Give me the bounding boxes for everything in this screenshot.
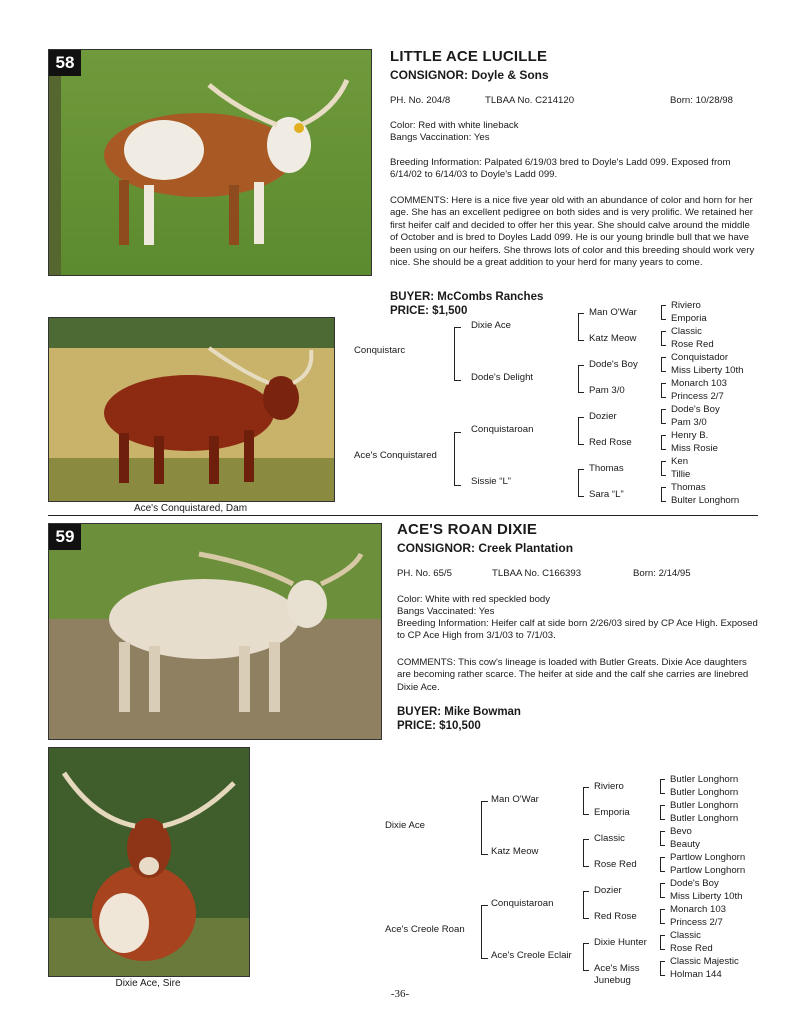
- pedigree-g3: Dozier: [589, 411, 617, 422]
- pedigree-g3: Riviero: [594, 781, 624, 792]
- lot59-bangs: Bangs Vaccinated: Yes: [397, 606, 495, 617]
- pedigree-g3: Emporia: [594, 807, 630, 818]
- lot58-title: LITTLE ACE LUCILLE: [390, 48, 548, 65]
- lot59-born: Born: 2/14/95: [633, 568, 691, 579]
- lot58-price: PRICE: $1,500: [390, 305, 468, 317]
- pedigree-g3: Sara “L”: [589, 489, 624, 500]
- page-number: -36-: [390, 988, 410, 1000]
- pedigree-g4: Butler Longhorn: [670, 774, 739, 785]
- longhorn-sire-photo: [49, 748, 249, 976]
- pedigree-g4: Tillie: [671, 469, 691, 480]
- pedigree-g3: Thomas: [589, 463, 624, 474]
- pedigree-g3: Dozier: [594, 885, 622, 896]
- section-divider: [48, 515, 758, 516]
- pedigree-g4: Dode's Boy: [671, 404, 720, 415]
- lot58-breeding: Breeding Information: Palpated 6/19/03 bred to Doyle's Ladd 099. Exposed from 6/14/02 to 6/14/03 to Doyle's Ladd 099.: [390, 157, 731, 181]
- pedigree-g4: Butler Longhorn: [670, 813, 739, 824]
- lot58-tlbaa: TLBAA No. C214120: [485, 95, 575, 106]
- pedigree-g2: Dixie Ace: [471, 320, 511, 331]
- pedigree-g1: Conquistarc: [354, 345, 406, 356]
- pedigree-g4: Riviero: [671, 300, 701, 311]
- lot59-title: ACE'S ROAN DIXIE: [397, 521, 538, 538]
- lot59-ph: PH. No. 65/5: [397, 568, 452, 579]
- pedigree-g4: Conquistador: [671, 352, 729, 363]
- pedigree-g3: Ace's Miss Junebug: [594, 963, 640, 986]
- lot58-bangs: Bangs Vaccination: Yes: [390, 132, 490, 143]
- longhorn-dam-photo: [49, 318, 334, 501]
- longhorn-roan-cow-photo: [49, 524, 381, 739]
- lot59-comments: COMMENTS: This cow's lineage is loaded with Butler Greats. Dixie Ace daughters are becoming rather scarce. The heifer at side and the calf she carries are linebred Dixie Ace.: [397, 657, 749, 693]
- lot58-ph: PH. No. 204/8: [390, 95, 451, 106]
- pedigree-g4: Emporia: [671, 313, 707, 324]
- pedigree-g4: Bevo: [670, 826, 692, 837]
- pedigree-g3: Red Rose: [589, 437, 632, 448]
- pedigree-g4: Miss Liberty 10th: [671, 365, 744, 376]
- pedigree-g1: Dixie Ace: [385, 820, 425, 831]
- lot59-number: 59: [49, 524, 81, 550]
- pedigree-g4: Princess 2/7: [671, 391, 724, 402]
- pedigree-g4: Miss Liberty 10th: [670, 891, 743, 902]
- pedigree-g3: Dode's Boy: [589, 359, 638, 370]
- lot59-buyer: BUYER: Mike Bowman: [397, 706, 521, 718]
- lot59-consignor: CONSIGNOR: Creek Plantation: [397, 541, 574, 555]
- pedigree-g3: Red Rose: [594, 911, 637, 922]
- pedigree-g4: Ken: [671, 456, 689, 467]
- pedigree-g4: Partlow Longhorn: [670, 865, 746, 876]
- pedigree-g4: Pam 3/0: [671, 417, 707, 428]
- lot58-comments: COMMENTS: Here is a nice five year old with an abundance of color and horn for her age. She has an excellent pedigree on both sides and is very prolific. We retained her first heifer calf and decided to offer her this year. She should calve around the middle of October and is bred to Doyles Ladd 099. He is our young brindle bull that we have been using on our heifers. She throws lots of color and this breeding should work very nice. She should be a great addition to your herd for many years to come.: [390, 195, 755, 269]
- pedigree-g4: Butler Longhorn: [670, 787, 739, 798]
- pedigree-g4: Miss Rosie: [671, 443, 718, 454]
- lot58-dam-caption: Ace's Conquistared, Dam: [133, 503, 248, 514]
- pedigree-g4: Holman 144: [670, 969, 722, 980]
- lot58-consignor: CONSIGNOR: Doyle & Sons: [390, 68, 549, 82]
- lot58-number: 58: [49, 50, 81, 76]
- lot58-photo-dam: [48, 317, 335, 502]
- pedigree-g4: Dode's Boy: [670, 878, 719, 889]
- lot59-breeding: Breeding Information: Heifer calf at side born 2/26/03 sired by CP Ace High. Exposed to CP Ace High from 3/1/03 to 7/1/03.: [397, 618, 758, 642]
- pedigree-g4: Classic: [670, 930, 701, 941]
- pedigree-g4: Classic: [671, 326, 702, 337]
- lot59-color: Color: White with red speckled body: [397, 594, 551, 605]
- pedigree-g4: Bulter Longhorn: [671, 495, 740, 506]
- lot59-photo-main: [48, 523, 382, 740]
- lot59-price: PRICE: $10,500: [397, 720, 481, 732]
- pedigree-g3: Classic: [594, 833, 625, 844]
- longhorn-cow-photo: [49, 50, 371, 275]
- pedigree-g2: Conquistaroan: [471, 424, 534, 435]
- pedigree-g1: Ace's Creole Roan: [385, 924, 465, 935]
- pedigree-g2: Dode's Delight: [471, 372, 534, 383]
- lot59-sire-caption: Dixie Ace, Sire: [115, 978, 181, 989]
- pedigree-g4: Monarch 103: [670, 904, 726, 915]
- pedigree-g4: Henry B.: [671, 430, 709, 441]
- pedigree-g4: Rose Red: [670, 943, 713, 954]
- pedigree-g3: Pam 3/0: [589, 385, 625, 396]
- pedigree-g1: Ace's Conquistared: [354, 450, 437, 461]
- lot59-tlbaa: TLBAA No. C166393: [492, 568, 582, 579]
- pedigree-g4: Partlow Longhorn: [670, 852, 746, 863]
- pedigree-g4: Monarch 103: [671, 378, 727, 389]
- pedigree-g4: Thomas: [671, 482, 706, 493]
- pedigree-g4: Butler Longhorn: [670, 800, 739, 811]
- lot58-color: Color: Red with white lineback: [390, 120, 519, 131]
- pedigree-g2: Sissie “L”: [471, 476, 511, 487]
- pedigree-g3: Dixie Hunter: [594, 937, 647, 948]
- lot58-photo-main: [48, 49, 372, 276]
- pedigree-g4: Princess 2/7: [670, 917, 723, 928]
- lot59-photo-sire: [48, 747, 250, 977]
- pedigree-g4: Classic Majestic: [670, 956, 739, 967]
- pedigree-g3: Katz Meow: [589, 333, 637, 344]
- lot58-born: Born: 10/28/98: [670, 95, 733, 106]
- lot58-buyer: BUYER: McCombs Ranches: [390, 291, 544, 303]
- pedigree-g2: Katz Meow: [491, 846, 539, 857]
- pedigree-g4: Rose Red: [671, 339, 714, 350]
- pedigree-g3: Man O'War: [589, 307, 637, 318]
- pedigree-g3: Rose Red: [594, 859, 637, 870]
- pedigree-g4: Beauty: [670, 839, 700, 850]
- pedigree-g2: Ace's Creole Eclair: [491, 950, 572, 961]
- pedigree-g2: Man O'War: [491, 794, 539, 805]
- pedigree-g2: Conquistaroan: [491, 898, 554, 909]
